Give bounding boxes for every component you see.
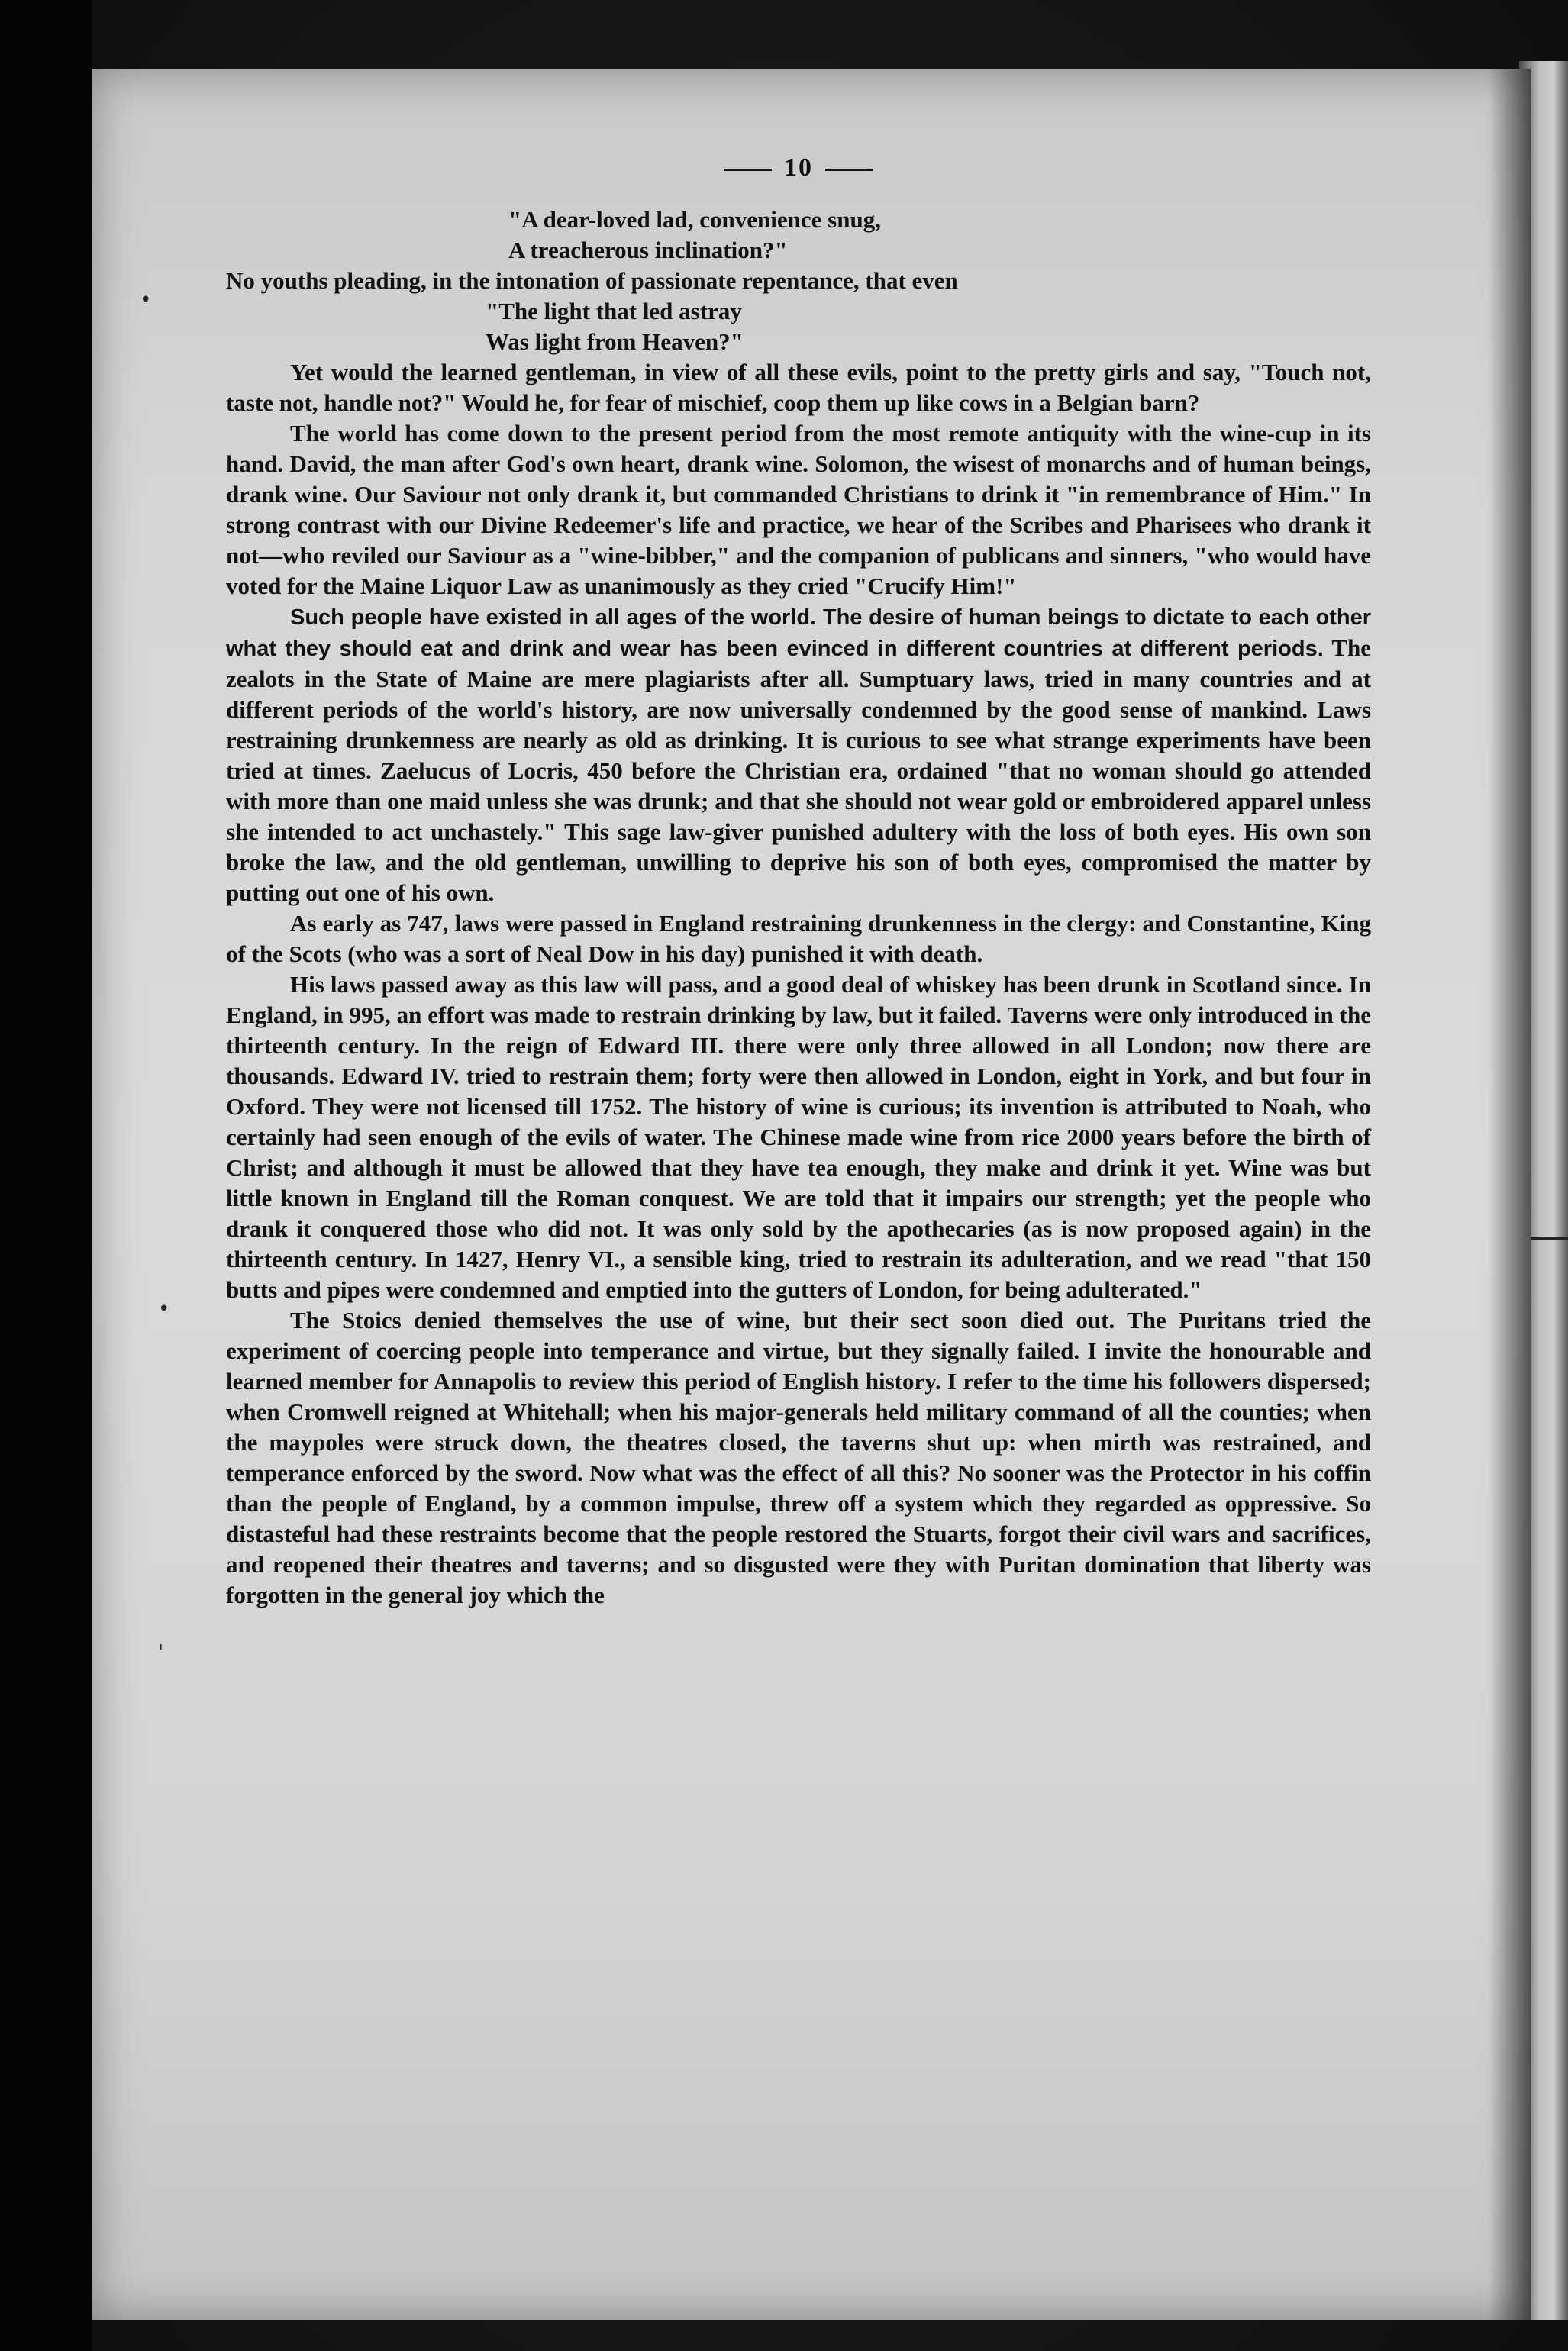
- paragraph-text: The zealots in the State of Maine are mere plagiarists after all. Sumptuary laws, tried in many countries and at different periods of the world's history, are now universally condemned by the good sense of mankind. Laws restraining drunkenness are nearly as old as drinking. It is curious to see what strange experiments have been tried at times. Zaelucus of Locris, 450 before the Christian era, ordained "that no woman should go attended with more than one maid unless she was drunk; and that she should not wear gold or embroidered apparel unless she intended to act unchastely." This sage law-giver punished adultery with the loss of both eyes. His own son broke the law, and the old gentleman, unwilling to deprive his son of both eyes, compromised the matter by putting out one of his own.: [226, 634, 1371, 906]
- gutter-shadow: [1489, 69, 1531, 2320]
- poem-line: Was light from Heaven?": [486, 328, 744, 355]
- paragraph: The Stoics denied themselves the use of wine, but their sect soon died out. The Puritans tried the experiment of coercing people into temperance and virtue, but they signally failed. I invite the honourable and learned member for Annapolis to review this period of English history. I refer to the time his followers dispersed; when Cromwell reigned at Whitehall; when his major-generals held military command of all the counties; when the maypoles were struck down, the theatres closed, the taverns shut up: when mirth was restrained, and temperance enforced by the sword. Now what was the effect of all this? No sooner was the Protector in his coffin than the people of England, by a common impulse, threw off a system which they regarded as oppressive. So distasteful had these restraints become that the people restored the Stuarts, forgot their civil wars and sacrifices, and reopened their theatres and taverns; and so disgusted were they with Puritan domination that liberty was forgotten in the general joy which the: [226, 1307, 1371, 1608]
- paragraph: His laws passed away as this law will pass, and a good deal of whiskey has been drunk in Scotland since. In England, in 995, an effort was made to restrain drinking by law, but it failed. Taverns were only introduced in the thirteenth century. In the reign of Edward III. there were only three allowed in all London; now there are thousands. Edward IV. tried to restrain them; forty were then allowed in London, eight in York, and but four in Oxford. They were not licensed till 1752. The history of wine is curious; its invention is attributed to Noah, who certainly had seen enough of the evils of water. The Chinese made wine from rice 2000 years before the birth of Christ; and although it must be allowed that they have tea enough, they make and drink it yet. Wine was but little known in England till the Roman conquest. We are told that it impairs our strength; yet the people who drank it conquered those who did not. It was only sold by the apothecaries (as is now proposed again) in the thirteenth century. In 1427, Henry VI., a sensible king, tried to restrain its adulteration, and we read "that 150 butts and pipes were condemned and emptied into the gutters of London, for being adulterated.": [226, 971, 1371, 1303]
- paragraph-text: Such people have existed in all ages of the world. The desire of human beings to dictate to each other what they should eat and drink and wear has been evinced in different countries at different periods.: [226, 605, 1371, 661]
- header-dash-right: [825, 169, 873, 171]
- paragraph: As early as 747, laws were passed in England restraining drunkenness in the clergy: and Constantine, King of the Scots (who was a sort of Neal Dow in his day) punished it with death.: [226, 910, 1371, 967]
- poem-line: "A dear-loved lad, convenience snug,: [508, 206, 881, 233]
- margin-mark: •: [140, 289, 152, 311]
- poem-line: A treacherous inclination?": [508, 237, 788, 263]
- poem-line: "The light that led astray: [486, 298, 742, 324]
- margin-mark: •: [158, 1298, 170, 1321]
- paragraph-sans: [226, 605, 1371, 661]
- paragraph: Yet would the learned gentleman, in view of all these evils, point to the pretty girls and say, "Touch not, taste not, handle not?" Would he, for fear of mischief, coop them up like cows in a Belgian barn?: [226, 359, 1371, 416]
- paragraph: The world has come down to the present period from the most remote antiquity with the wine-cup in its hand. David, the man after God's own heart, drank wine. Solomon, the wisest of monarchs and of human beings, drank wine. Our Saviour not only drank it, but commanded Christians to drink it "in remembrance of Him." In strong contrast with our Divine Redeemer's life and practice, we hear of the Scribes and Pharisees who drank it not—who reviled our Saviour as a "wine-bibber," and the companion of publicans and sinners, "who would have voted for the Maine Liquor Law as unanimously as they cried "Crucify Him!": [226, 420, 1371, 599]
- text-line: No youths pleading, in the intonation of passionate repentance, that even: [226, 267, 958, 294]
- page-number-header: [226, 153, 1371, 183]
- margin-mark: ': [158, 1641, 164, 1664]
- page-number: 10: [784, 153, 813, 182]
- header-dash-left: [724, 169, 772, 171]
- page-text: [226, 153, 1371, 1611]
- scan-left-border: [0, 0, 92, 2351]
